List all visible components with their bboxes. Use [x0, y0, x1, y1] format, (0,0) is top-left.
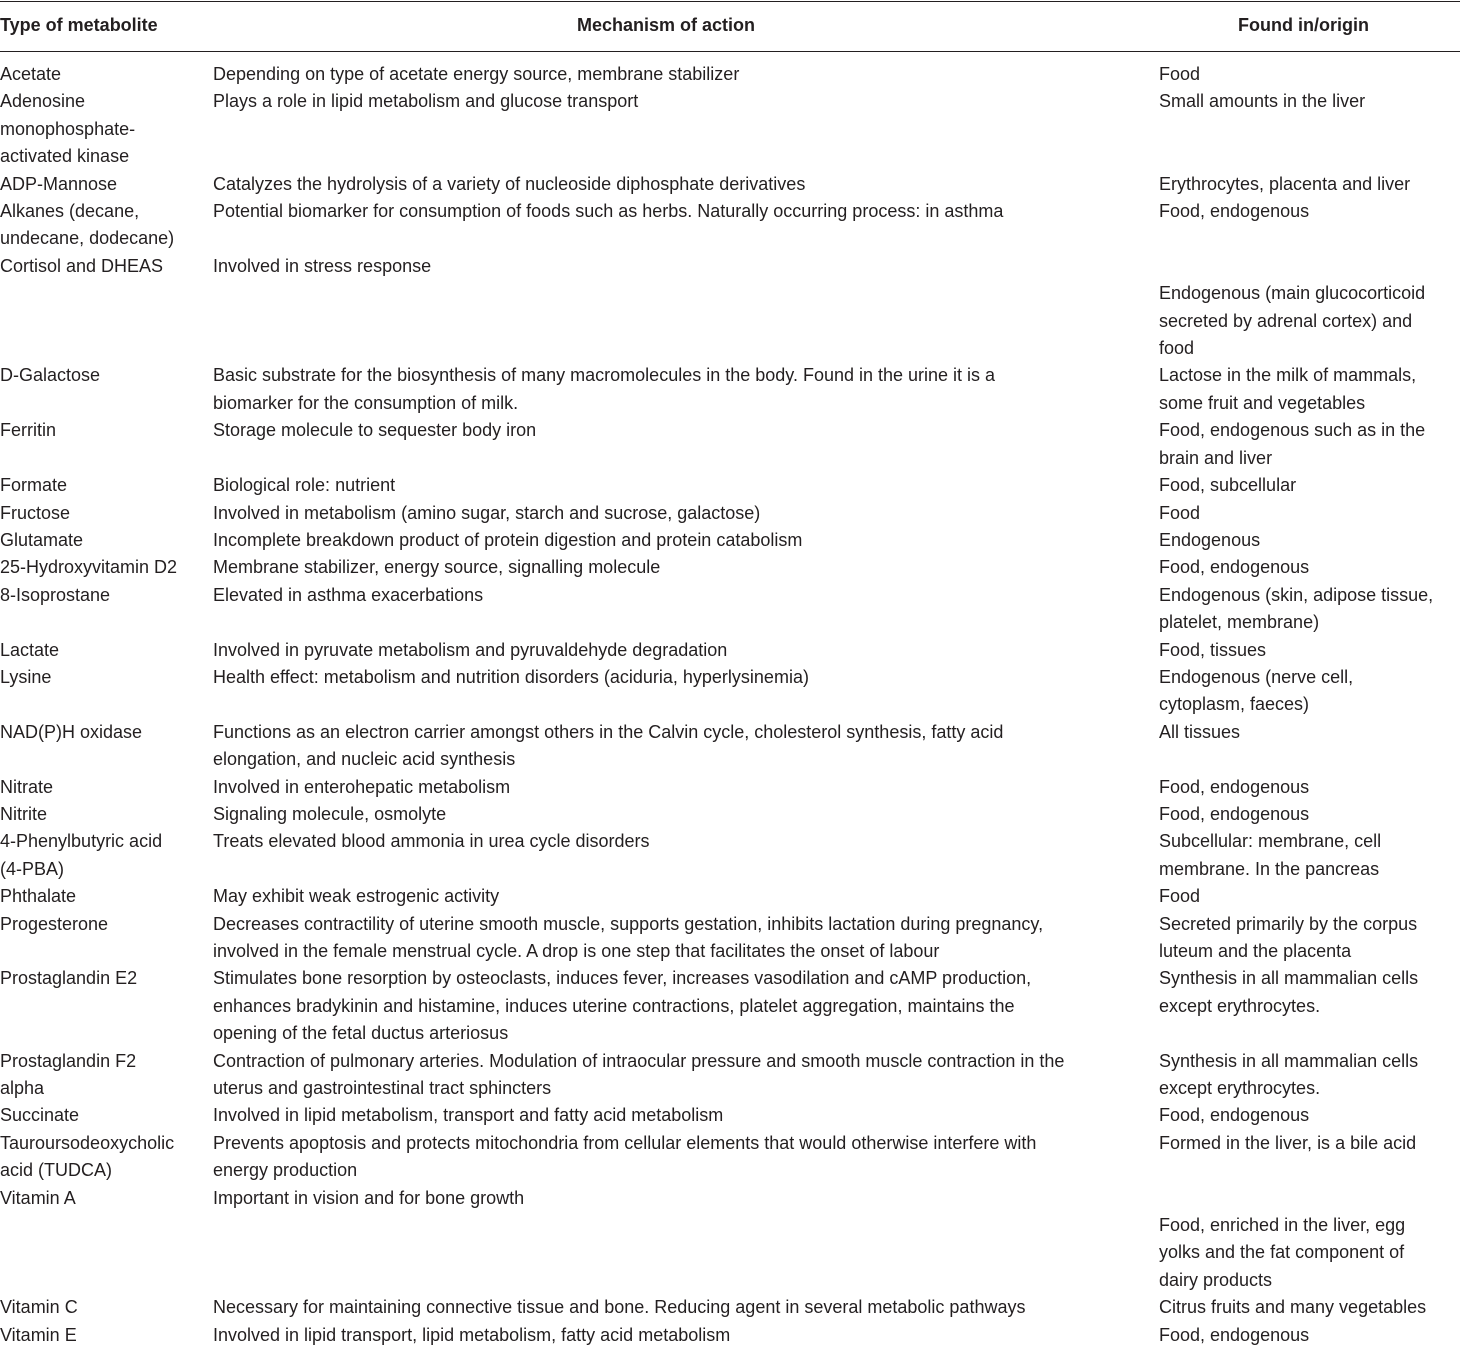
mechanism-cell: Treats elevated blood ammonia in urea cycle disorders [213, 831, 650, 852]
header-type-of-metabolite: Type of metabolite [0, 15, 158, 35]
metabolite-cell: Alkanes (decane, undecane, dodecane) [0, 201, 175, 249]
mechanism-cell: Stimulates bone resorption by osteoclasts, induces fever, increases vasodilation and cAMP production, enhances bradykinin and histamine, induces uterine contractions, platelet aggregation, maintains the opening of the fetal ductus arteriosus [213, 968, 1032, 1044]
origin-cell: Food, endogenous [1159, 557, 1310, 578]
table-row [0, 1322, 1460, 1349]
table-row [0, 554, 1460, 581]
origin-cell: All tissues [1159, 721, 1241, 742]
metabolite-cell: Glutamate [0, 529, 84, 550]
origin-cell: Endogenous [1159, 529, 1261, 550]
metabolite-cell: Vitamin C [0, 1297, 78, 1318]
metabolite-cell: Lactate [0, 639, 60, 660]
mechanism-cell: Incomplete breakdown product of protein digestion and protein catabolism [213, 529, 803, 550]
metabolite-cell: Prostaglandin F2 alpha [0, 1050, 137, 1099]
metabolite-cell: 4-Phenylbutyric acid (4-PBA) [0, 831, 163, 879]
table-row [0, 801, 1460, 828]
mechanism-cell: Functions as an electron carrier amongst others in the Calvin cycle, cholesterol synthesis, fatty acid elongation, and nucleic acid synthesis [213, 721, 1004, 770]
header-found-in-origin: Found in/origin [1238, 15, 1369, 35]
table-row [0, 527, 1460, 554]
metabolite-cell: Vitamin A [0, 1187, 76, 1208]
metabolite-cell: ADP-Mannose [0, 173, 118, 194]
origin-cell: Food, endogenous [1159, 1324, 1310, 1345]
mechanism-cell: Potential biomarker for consumption of foods such as herbs. Naturally occurring process: in asthma [213, 201, 1004, 222]
table-row [0, 362, 1460, 417]
origin-cell: Food [1159, 502, 1201, 523]
table-row [0, 417, 1460, 472]
mechanism-cell: Decreases contractility of uterine smooth muscle, supports gestation, inhibits lactation during pregnancy, involved in the female menstrual cycle. A drop is one step that facilitates the onset of labour [213, 913, 1044, 961]
table-row [0, 1130, 1460, 1185]
mechanism-cell: Involved in lipid transport, lipid metabolism, fatty acid metabolism [213, 1324, 731, 1345]
metabolite-cell: NAD(P)H oxidase [0, 721, 143, 742]
mechanism-cell: Involved in enterohepatic metabolism [213, 776, 511, 797]
table-row [0, 88, 1460, 170]
metabolite-cell: Vitamin E [0, 1324, 77, 1345]
origin-cell: Food, tissues [1159, 639, 1267, 660]
mechanism-cell: Elevated in asthma exacerbations [213, 584, 484, 605]
origin-cell: Food, endogenous [1159, 201, 1310, 222]
table-row [0, 774, 1460, 801]
origin-cell: Subcellular: membrane, cell membrane. In the pancreas [1159, 831, 1382, 879]
metabolite-cell: Phthalate [0, 886, 77, 907]
metabolite-cell: Fructose [0, 502, 71, 523]
mechanism-cell: Involved in pyruvate metabolism and pyruvaldehyde degradation [213, 639, 728, 660]
table-row [0, 472, 1460, 499]
table-row [0, 171, 1460, 198]
metabolite-cell: Prostaglandin E2 [0, 968, 138, 989]
metabolite-cell: Cortisol and DHEAS [0, 255, 164, 276]
metabolite-cell: Progesterone [0, 913, 109, 934]
origin-cell: Food, enriched in the liver, egg yolks and the fat component of dairy products [1159, 1215, 1406, 1290]
origin-cell: Endogenous (main glucocorticoid secreted by adrenal cortex) and food [1159, 283, 1426, 359]
table-row [0, 253, 1460, 363]
mechanism-cell: Signaling molecule, osmolyte [213, 803, 447, 824]
origin-cell: Endogenous (skin, adipose tissue, platelet, membrane) [1159, 584, 1434, 633]
mechanism-cell: Basic substrate for the biosynthesis of many macromolecules in the body. Found in the urine it is a biomarker for the consumption of milk. [213, 365, 996, 413]
metabolite-cell: 25-Hydroxyvitamin D2 [0, 557, 178, 578]
table-row [0, 500, 1460, 527]
table-row [0, 582, 1460, 637]
table-row [0, 1294, 1460, 1321]
mechanism-cell: Necessary for maintaining connective tissue and bone. Reducing agent in several metabolic pathways [213, 1297, 1026, 1318]
metabolite-cell: Nitrite [0, 803, 48, 824]
origin-cell: Secreted primarily by the corpus luteum and the placenta [1159, 913, 1418, 961]
mechanism-cell: Involved in lipid metabolism, transport and fatty acid metabolism [213, 1105, 724, 1126]
origin-cell: Food [1159, 64, 1201, 84]
table-row [0, 965, 1460, 1047]
origin-cell: Food, subcellular [1159, 475, 1297, 496]
mechanism-cell: Depending on type of acetate energy source, membrane stabilizer [213, 64, 740, 84]
mechanism-cell: Contraction of pulmonary arteries. Modulation of intraocular pressure and smooth muscle contraction in the uterus and gastrointestinal tract sphincters [213, 1050, 1065, 1099]
metabolite-cell: 8-Isoprostane [0, 584, 111, 605]
mechanism-cell: Prevents apoptosis and protects mitochondria from cellular elements that would otherwise interfere with energy production [213, 1132, 1037, 1181]
origin-cell: Citrus fruits and many vegetables [1159, 1297, 1427, 1318]
header-mechanism-of-action: Mechanism of action [577, 15, 756, 35]
table-row [0, 719, 1460, 774]
origin-cell: Food, endogenous such as in the brain and liver [1159, 420, 1426, 468]
origin-cell: Synthesis in all mammalian cells except erythrocytes. [1159, 1050, 1419, 1099]
origin-cell: Food, endogenous [1159, 803, 1310, 824]
metabolite-cell: Ferritin [0, 420, 57, 441]
metabolite-cell: D-Galactose [0, 365, 101, 386]
origin-cell: Food, endogenous [1159, 776, 1310, 797]
table-row [0, 61, 1460, 88]
origin-cell: Endogenous (nerve cell, cytoplasm, faeces) [1159, 666, 1354, 715]
table-row [0, 664, 1460, 719]
mechanism-cell: Storage molecule to sequester body iron [213, 420, 537, 441]
metabolite-cell: Lysine [0, 666, 52, 687]
table-header-rule [0, 51, 1460, 52]
mechanism-cell: Biological role: nutrient [213, 475, 396, 496]
mechanism-cell: Health effect: metabolism and nutrition disorders (aciduria, hyperlysinemia) [213, 666, 809, 687]
origin-cell: Food, endogenous [1159, 1105, 1310, 1126]
mechanism-cell: Membrane stabilizer, energy source, signalling molecule [213, 557, 661, 578]
origin-cell: Small amounts in the liver [1159, 91, 1366, 112]
table-row [0, 1185, 1460, 1295]
table-row [0, 198, 1460, 253]
metabolite-cell: Formate [0, 475, 68, 496]
metabolite-cell: Tauroursodeoxycholic acid (TUDCA) [0, 1132, 175, 1181]
metabolite-cell: Acetate [0, 64, 62, 84]
mechanism-cell: May exhibit weak estrogenic activity [213, 886, 500, 907]
mechanism-cell: Plays a role in lipid metabolism and glucose transport [213, 91, 639, 112]
mechanism-cell: Involved in stress response [213, 255, 432, 276]
mechanism-cell: Involved in metabolism (amino sugar, starch and sucrose, galactose) [213, 502, 761, 523]
table-row [0, 637, 1460, 664]
table-header [0, 0, 1460, 51]
table-row [0, 1048, 1460, 1103]
table-row [0, 828, 1460, 883]
origin-cell: Synthesis in all mammalian cells except erythrocytes. [1159, 968, 1419, 1016]
table-row [0, 883, 1460, 910]
table-body [0, 61, 1460, 1349]
mechanism-cell: Important in vision and for bone growth [213, 1187, 525, 1208]
origin-cell: Erythrocytes, placenta and liver [1159, 173, 1411, 194]
metabolite-cell: Nitrate [0, 776, 54, 797]
metabolite-cell: Adenosine monophosphate- activated kinase [0, 91, 136, 167]
table-row [0, 911, 1460, 966]
metabolite-cell: Succinate [0, 1105, 80, 1126]
mechanism-cell: Catalyzes the hydrolysis of a variety of nucleoside diphosphate derivatives [213, 173, 806, 194]
origin-cell: Food [1159, 886, 1201, 907]
table-row [0, 1102, 1460, 1129]
origin-cell: Formed in the liver, is a bile acid [1159, 1132, 1417, 1153]
origin-cell: Lactose in the milk of mammals, some fruit and vegetables [1159, 365, 1417, 413]
